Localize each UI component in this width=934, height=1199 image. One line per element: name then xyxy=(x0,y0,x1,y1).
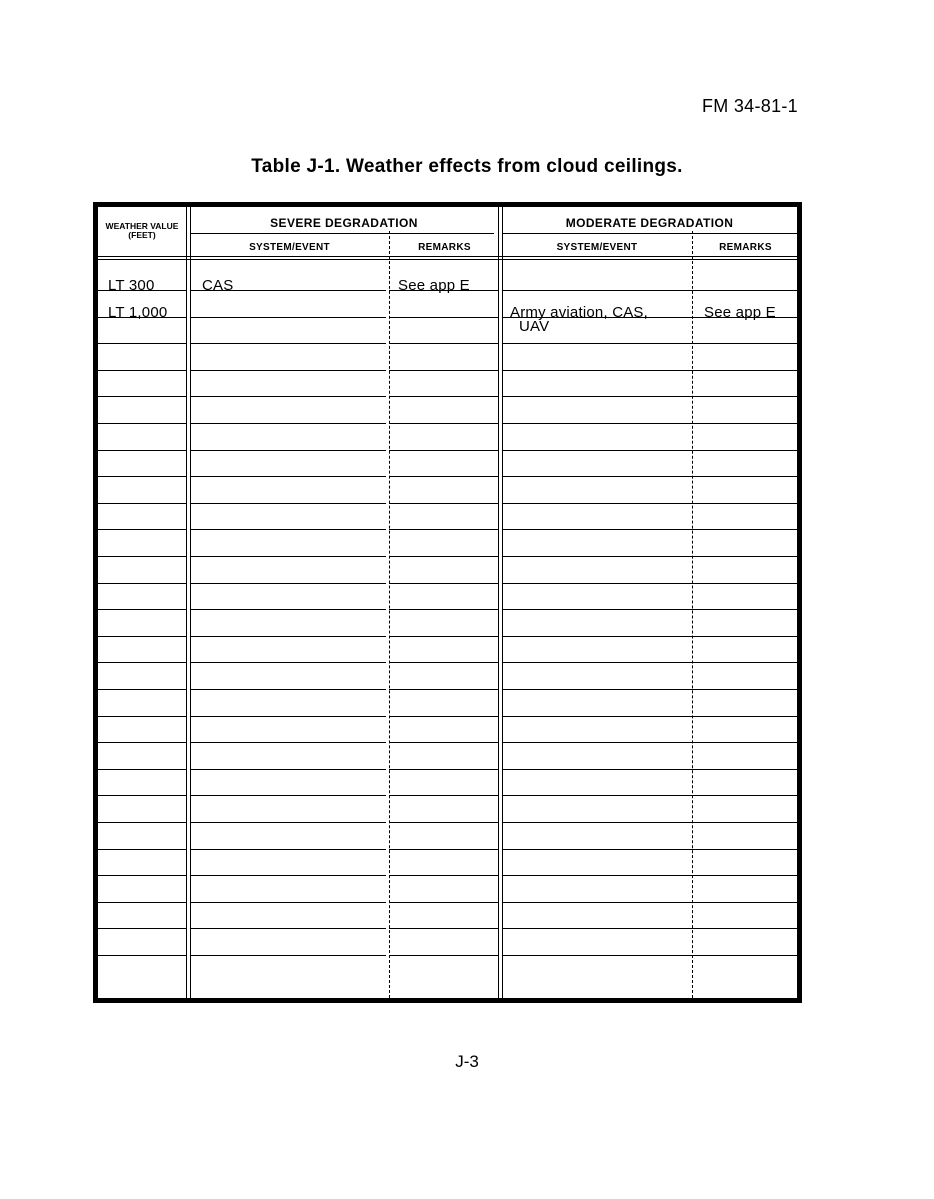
row-rule xyxy=(502,689,692,690)
row-2-moderate-remarks: See app E xyxy=(704,304,776,321)
row-rule xyxy=(502,529,692,530)
row-rule xyxy=(389,503,498,504)
row-rule xyxy=(502,769,692,770)
header-bottom-rule xyxy=(98,256,797,260)
row-rule xyxy=(190,583,386,584)
row-rule xyxy=(190,795,386,796)
row-2-moderate-system-continued: UAV xyxy=(519,318,550,335)
header-moderate-remarks: REMARKS xyxy=(719,242,772,253)
header-moderate-system-event: SYSTEM/EVENT xyxy=(556,242,638,253)
row-rule xyxy=(692,662,797,663)
document-id: FM 34-81-1 xyxy=(701,96,798,116)
row-rule xyxy=(389,902,498,903)
row-rule xyxy=(98,529,186,530)
row-rule xyxy=(502,503,692,504)
row-rule xyxy=(190,450,386,451)
row-rule xyxy=(98,370,186,371)
row-rule xyxy=(692,875,797,876)
row-rule xyxy=(502,396,692,397)
column-divider-moderate-remarks xyxy=(692,231,693,998)
row-rule xyxy=(692,476,797,477)
row-rule xyxy=(502,450,692,451)
row-rule xyxy=(692,742,797,743)
row-rule xyxy=(692,689,797,690)
row-rule xyxy=(190,503,386,504)
row-rule xyxy=(389,476,498,477)
row-rule xyxy=(190,742,386,743)
row-rule xyxy=(98,556,186,557)
row-rule xyxy=(389,662,498,663)
row-1-severe-remarks: See app E xyxy=(398,277,470,294)
row-rule xyxy=(98,583,186,584)
row-rule xyxy=(190,317,386,318)
row-rule xyxy=(389,928,498,929)
row-rule xyxy=(190,875,386,876)
row-rule xyxy=(692,450,797,451)
row-rule xyxy=(389,370,498,371)
row-rule xyxy=(98,503,186,504)
row-1-weather-value: LT 300 xyxy=(108,277,155,294)
row-1-severe-system: CAS xyxy=(202,277,234,294)
row-rule xyxy=(190,423,386,424)
row-rule xyxy=(502,636,692,637)
row-rule xyxy=(502,928,692,929)
row-rule xyxy=(502,662,692,663)
row-rule xyxy=(389,423,498,424)
weather-effects-table xyxy=(93,202,802,1003)
row-rule xyxy=(389,795,498,796)
header-severe-remarks: REMARKS xyxy=(418,242,471,253)
row-rule xyxy=(692,396,797,397)
row-rule xyxy=(502,822,692,823)
row-rule xyxy=(692,902,797,903)
header-moderate-degradation: MODERATE DEGRADATION xyxy=(565,216,734,230)
row-rule xyxy=(98,689,186,690)
row-rule xyxy=(389,529,498,530)
row-rule xyxy=(692,822,797,823)
row-rule xyxy=(692,503,797,504)
row-rule xyxy=(389,875,498,876)
row-rule xyxy=(389,822,498,823)
row-rule xyxy=(389,849,498,850)
row-rule xyxy=(190,849,386,850)
row-rule xyxy=(692,529,797,530)
row-rule xyxy=(98,795,186,796)
row-rule xyxy=(692,290,797,291)
row-rule xyxy=(389,955,498,956)
row-rule xyxy=(502,902,692,903)
row-rule xyxy=(98,769,186,770)
row-rule xyxy=(692,636,797,637)
row-rule xyxy=(692,955,797,956)
row-rule xyxy=(190,928,386,929)
row-rule xyxy=(190,716,386,717)
row-rule xyxy=(502,370,692,371)
row-rule xyxy=(692,849,797,850)
row-rule xyxy=(692,370,797,371)
row-rule xyxy=(98,902,186,903)
header-rule-severe xyxy=(190,233,494,234)
row-rule xyxy=(190,902,386,903)
row-rule xyxy=(502,583,692,584)
row-rule xyxy=(98,609,186,610)
row-rule xyxy=(502,609,692,610)
row-rule xyxy=(389,583,498,584)
row-rule xyxy=(190,370,386,371)
row-rule xyxy=(190,636,386,637)
row-rule xyxy=(389,609,498,610)
row-rule xyxy=(190,556,386,557)
row-rule xyxy=(502,795,692,796)
row-rule xyxy=(502,343,692,344)
row-rule xyxy=(692,928,797,929)
row-rule xyxy=(98,928,186,929)
row-rule xyxy=(389,636,498,637)
row-rule xyxy=(502,716,692,717)
row-rule xyxy=(389,716,498,717)
column-divider-severe-moderate xyxy=(498,207,503,998)
header-weather-value: WEATHER VALUE (FEET) xyxy=(105,221,179,240)
row-rule xyxy=(98,450,186,451)
row-rule xyxy=(190,822,386,823)
row-rule xyxy=(98,636,186,637)
row-rule xyxy=(190,396,386,397)
row-rule xyxy=(692,716,797,717)
header-rule-moderate xyxy=(502,233,798,234)
row-rule xyxy=(692,343,797,344)
row-rule xyxy=(98,396,186,397)
row-rule xyxy=(502,875,692,876)
row-rule xyxy=(389,556,498,557)
row-rule xyxy=(190,529,386,530)
row-rule xyxy=(692,795,797,796)
row-rule xyxy=(502,423,692,424)
row-rule xyxy=(98,822,186,823)
row-rule xyxy=(389,317,498,318)
table-title: Table J-1. Weather effects from cloud ceilings. xyxy=(251,156,683,177)
row-rule xyxy=(389,450,498,451)
row-rule xyxy=(502,290,692,291)
page-number: J-3 xyxy=(455,1052,479,1071)
row-rule xyxy=(190,769,386,770)
row-rule xyxy=(98,849,186,850)
row-rule xyxy=(692,556,797,557)
row-rule xyxy=(502,955,692,956)
row-rule xyxy=(389,396,498,397)
row-rule xyxy=(692,423,797,424)
row-2-moderate-system: Army aviation, CAS, xyxy=(510,304,649,321)
column-divider-severe-remarks xyxy=(389,231,390,998)
row-2-weather-value: LT 1,000 xyxy=(108,304,168,321)
row-rule xyxy=(98,476,186,477)
row-rule xyxy=(502,849,692,850)
row-rule xyxy=(98,742,186,743)
row-rule xyxy=(98,875,186,876)
row-rule xyxy=(692,609,797,610)
row-rule xyxy=(190,689,386,690)
row-rule xyxy=(389,742,498,743)
row-rule xyxy=(98,716,186,717)
row-rule xyxy=(389,769,498,770)
row-rule xyxy=(502,742,692,743)
row-rule xyxy=(190,609,386,610)
row-rule xyxy=(389,343,498,344)
row-rule xyxy=(502,476,692,477)
row-rule xyxy=(98,955,186,956)
row-rule xyxy=(98,343,186,344)
header-severe-degradation: SEVERE DEGRADATION xyxy=(270,216,418,230)
row-rule xyxy=(190,955,386,956)
row-rule xyxy=(692,583,797,584)
row-rule xyxy=(98,662,186,663)
row-rule xyxy=(190,476,386,477)
row-rule xyxy=(692,769,797,770)
row-rule xyxy=(190,343,386,344)
row-rule xyxy=(389,689,498,690)
row-rule xyxy=(190,662,386,663)
header-severe-system-event: SYSTEM/EVENT xyxy=(249,242,330,253)
column-divider-weather xyxy=(186,207,191,998)
row-rule xyxy=(98,423,186,424)
row-rule xyxy=(502,556,692,557)
